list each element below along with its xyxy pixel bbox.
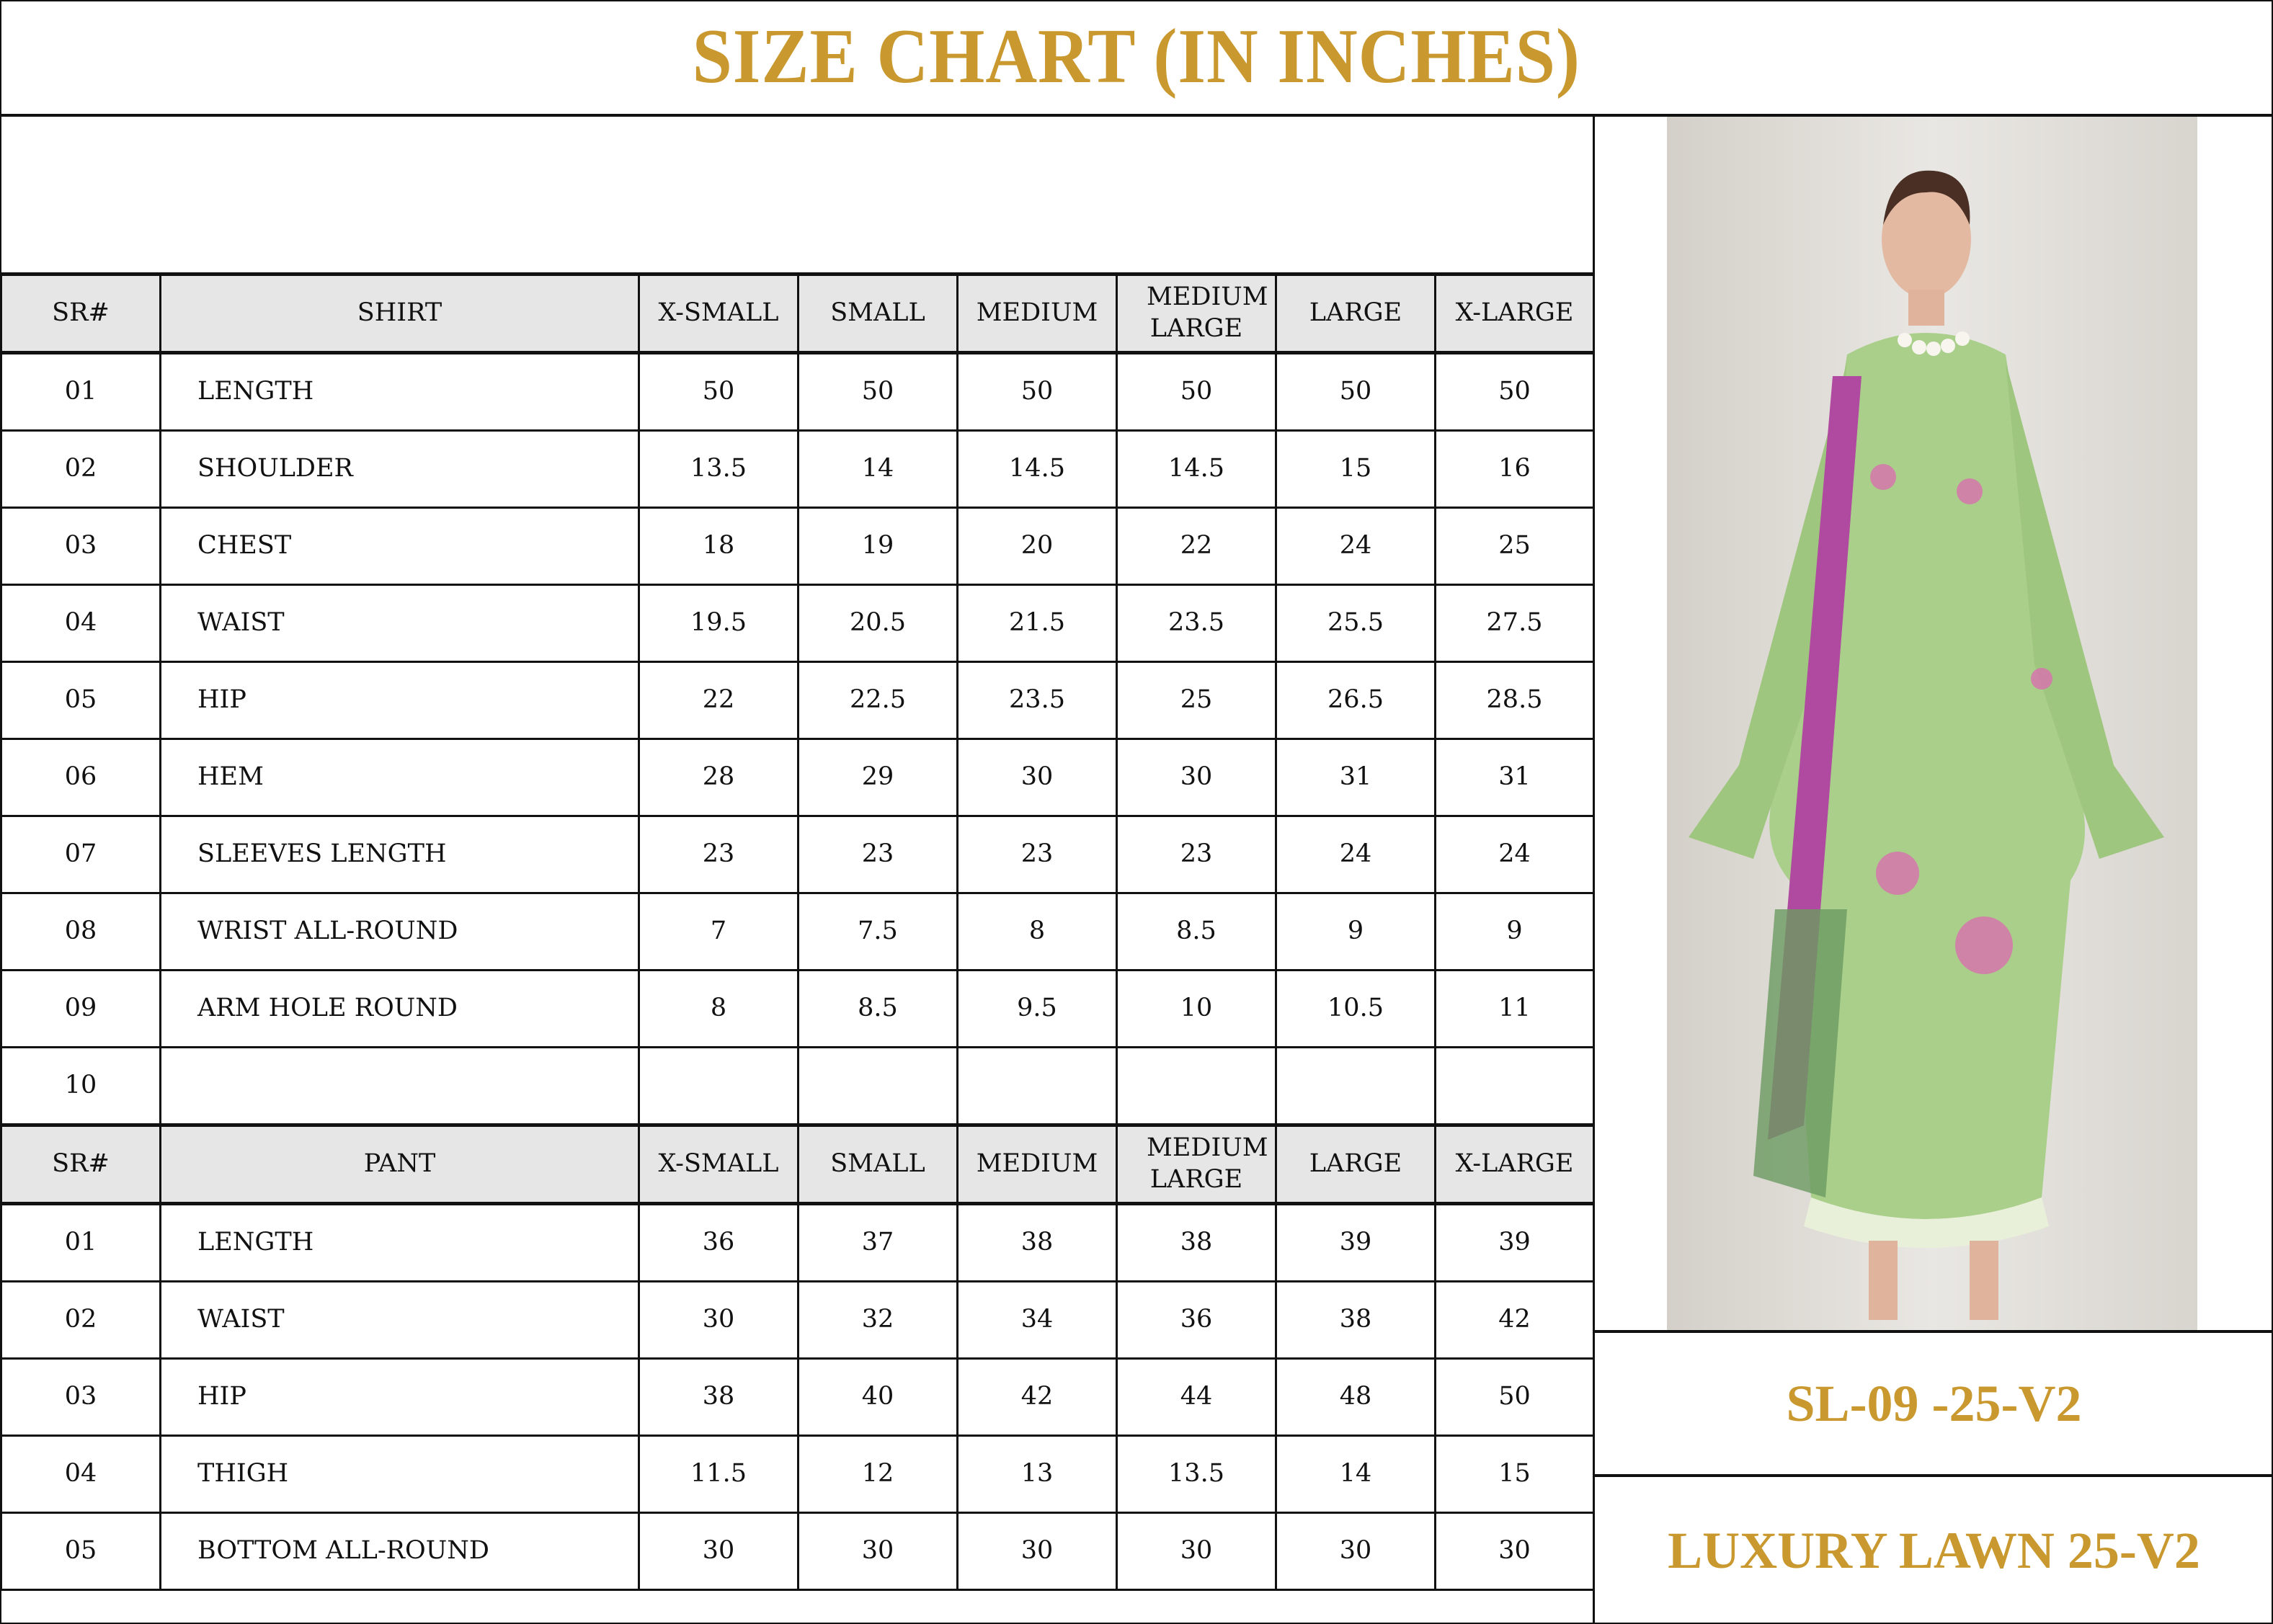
measurement-value: 12 <box>799 1436 958 1513</box>
measurement-value: 14.5 <box>958 431 1117 508</box>
measurement-value: 21.5 <box>958 585 1117 662</box>
measurement-value: 9 <box>1436 893 1594 971</box>
sr-number: 03 <box>1 508 161 585</box>
measurement-value: 30 <box>1117 739 1276 816</box>
size-header: MEDIUM <box>958 1125 1117 1204</box>
measurement-value: 38 <box>1117 1204 1276 1282</box>
sr-number: 10 <box>1 1048 161 1125</box>
measurement-value: 25 <box>1436 508 1594 585</box>
product-code-box <box>1595 1330 2273 1477</box>
model-figure-icon <box>1667 117 2197 1330</box>
shirt-table-row <box>1 662 1594 739</box>
measurement-value: 39 <box>1436 1204 1594 1282</box>
measurement-name: THIGH <box>161 1436 639 1513</box>
measurement-value: 29 <box>799 739 958 816</box>
pant-table-row <box>1 1359 1594 1436</box>
measurement-name: SLEEVES LENGTH <box>161 816 639 893</box>
size-header: X-SMALL <box>639 275 799 353</box>
measurement-value: 14 <box>799 431 958 508</box>
sr-number: 06 <box>1 739 161 816</box>
measurement-name: HEM <box>161 739 639 816</box>
measurement-value: 25 <box>1117 662 1276 739</box>
measurement-value: 30 <box>639 1282 799 1359</box>
shirt-section-header: SHIRT <box>161 275 639 353</box>
pant-section-header: PANT <box>161 1125 639 1204</box>
measurement-value: 9.5 <box>958 971 1117 1048</box>
measurement-value <box>1276 1048 1436 1125</box>
measurement-value: 23 <box>799 816 958 893</box>
measurement-name: WAIST <box>161 585 639 662</box>
measurement-value: 13.5 <box>1117 1436 1276 1513</box>
pant-table-row <box>1 1436 1594 1513</box>
measurement-value: 50 <box>1436 1359 1594 1436</box>
measurement-name: BOTTOM ALL-ROUND <box>161 1513 639 1590</box>
measurement-value: 32 <box>799 1282 958 1359</box>
page-title: SIZE CHART (IN INCHES) <box>692 14 1581 99</box>
measurement-value: 28 <box>639 739 799 816</box>
measurement-value: 30 <box>1436 1513 1594 1590</box>
measurement-value: 8.5 <box>799 971 958 1048</box>
sr-number: 01 <box>1 353 161 431</box>
measurement-value: 50 <box>1436 353 1594 431</box>
measurement-value: 23.5 <box>1117 585 1276 662</box>
shirt-table-row <box>1 431 1594 508</box>
size-header: X-LARGE <box>1436 275 1594 353</box>
size-header: MEDIUM <box>958 275 1117 353</box>
measurement-value: 20.5 <box>799 585 958 662</box>
measurement-value: 10.5 <box>1276 971 1436 1048</box>
measurement-value: 22.5 <box>799 662 958 739</box>
pant-header-row <box>1 1125 1594 1204</box>
page-title-bar <box>0 0 2273 117</box>
size-header: MEDIUM LARGE <box>1117 275 1276 353</box>
measurement-value: 23 <box>1117 816 1276 893</box>
measurement-value: 18 <box>639 508 799 585</box>
measurement-value: 24 <box>1276 816 1436 893</box>
measurement-value: 11.5 <box>639 1436 799 1513</box>
measurement-value: 30 <box>1117 1513 1276 1590</box>
measurement-value: 8 <box>639 971 799 1048</box>
measurement-name: CHEST <box>161 508 639 585</box>
sr-number: 02 <box>1 431 161 508</box>
measurement-value <box>639 1048 799 1125</box>
sr-header: SR# <box>1 275 161 353</box>
size-header: LARGE <box>1276 1125 1436 1204</box>
measurement-value: 19.5 <box>639 585 799 662</box>
sr-number: 07 <box>1 816 161 893</box>
measurement-value <box>1436 1048 1594 1125</box>
shirt-table-row <box>1 1048 1594 1125</box>
measurement-name: HIP <box>161 1359 639 1436</box>
sr-number: 01 <box>1 1204 161 1282</box>
measurement-value: 23 <box>639 816 799 893</box>
measurement-value: 42 <box>958 1359 1117 1436</box>
shirt-table-row <box>1 739 1594 816</box>
measurement-value: 13 <box>958 1436 1117 1513</box>
measurement-value <box>958 1048 1117 1125</box>
measurement-name: SHOULDER <box>161 431 639 508</box>
measurement-value: 40 <box>799 1359 958 1436</box>
size-chart-table <box>0 272 1595 1591</box>
measurement-value: 8 <box>958 893 1117 971</box>
measurement-value: 10 <box>1117 971 1276 1048</box>
measurement-value: 36 <box>1117 1282 1276 1359</box>
measurement-value: 38 <box>958 1204 1117 1282</box>
measurement-value: 19 <box>799 508 958 585</box>
measurement-value: 9 <box>1276 893 1436 971</box>
measurement-name <box>161 1048 639 1125</box>
size-header: LARGE <box>1276 275 1436 353</box>
shirt-table-row <box>1 585 1594 662</box>
model-photo <box>1667 117 2197 1330</box>
measurement-value: 50 <box>1276 353 1436 431</box>
measurement-value: 23.5 <box>958 662 1117 739</box>
shirt-table-row <box>1 816 1594 893</box>
measurement-value: 11 <box>1436 971 1594 1048</box>
sr-number: 05 <box>1 1513 161 1590</box>
collection-name: LUXURY LAWN 25-V2 <box>1668 1521 2200 1579</box>
measurement-value: 25.5 <box>1276 585 1436 662</box>
measurement-value: 15 <box>1276 431 1436 508</box>
pant-table-row <box>1 1282 1594 1359</box>
measurement-value: 14.5 <box>1117 431 1276 508</box>
measurement-name: ARM HOLE ROUND <box>161 971 639 1048</box>
measurement-value: 50 <box>799 353 958 431</box>
sr-number: 03 <box>1 1359 161 1436</box>
measurement-name: LENGTH <box>161 353 639 431</box>
measurement-value: 8.5 <box>1117 893 1276 971</box>
measurement-value: 50 <box>958 353 1117 431</box>
size-header: SMALL <box>799 275 958 353</box>
measurement-value: 50 <box>1117 353 1276 431</box>
measurement-value <box>799 1048 958 1125</box>
measurement-value: 31 <box>1436 739 1594 816</box>
measurement-value: 30 <box>958 1513 1117 1590</box>
measurement-value: 24 <box>1436 816 1594 893</box>
shirt-header-row <box>1 275 1594 353</box>
size-header: SMALL <box>799 1125 958 1204</box>
measurement-value: 38 <box>1276 1282 1436 1359</box>
shirt-table-row <box>1 353 1594 431</box>
measurement-value: 26.5 <box>1276 662 1436 739</box>
measurement-value: 36 <box>639 1204 799 1282</box>
measurement-value: 7 <box>639 893 799 971</box>
size-header: X-SMALL <box>639 1125 799 1204</box>
measurement-value: 22 <box>1117 508 1276 585</box>
shirt-table-row <box>1 893 1594 971</box>
product-code: SL-09 -25-V2 <box>1786 1374 2082 1432</box>
measurement-value: 20 <box>958 508 1117 585</box>
sr-header: SR# <box>1 1125 161 1204</box>
measurement-value: 34 <box>958 1282 1117 1359</box>
measurement-value: 27.5 <box>1436 585 1594 662</box>
size-header: X-LARGE <box>1436 1125 1594 1204</box>
measurement-value: 30 <box>639 1513 799 1590</box>
sr-number: 09 <box>1 971 161 1048</box>
measurement-value: 37 <box>799 1204 958 1282</box>
measurement-value: 28.5 <box>1436 662 1594 739</box>
sr-number: 04 <box>1 585 161 662</box>
blank-area <box>0 117 1593 272</box>
measurement-name: LENGTH <box>161 1204 639 1282</box>
measurement-value: 14 <box>1276 1436 1436 1513</box>
measurement-value: 16 <box>1436 431 1594 508</box>
sr-number: 02 <box>1 1282 161 1359</box>
measurement-value: 23 <box>958 816 1117 893</box>
measurement-value: 44 <box>1117 1359 1276 1436</box>
measurement-value: 30 <box>1276 1513 1436 1590</box>
measurement-value: 39 <box>1276 1204 1436 1282</box>
measurement-value: 24 <box>1276 508 1436 585</box>
measurement-value: 31 <box>1276 739 1436 816</box>
sr-number: 04 <box>1 1436 161 1513</box>
measurement-value <box>1117 1048 1276 1125</box>
measurement-name: WRIST ALL-ROUND <box>161 893 639 971</box>
measurement-value: 30 <box>799 1513 958 1590</box>
collection-box <box>1595 1477 2273 1624</box>
sr-number: 05 <box>1 662 161 739</box>
pant-table-row <box>1 1204 1594 1282</box>
measurement-value: 48 <box>1276 1359 1436 1436</box>
pant-table-row <box>1 1513 1594 1590</box>
shirt-table-row <box>1 508 1594 585</box>
measurement-value: 15 <box>1436 1436 1594 1513</box>
measurement-value: 30 <box>958 739 1117 816</box>
size-header: MEDIUM LARGE <box>1117 1125 1276 1204</box>
measurement-value: 7.5 <box>799 893 958 971</box>
shirt-table-row <box>1 971 1594 1048</box>
measurement-value: 13.5 <box>639 431 799 508</box>
product-panel <box>1593 117 2273 1624</box>
measurement-name: WAIST <box>161 1282 639 1359</box>
measurement-value: 42 <box>1436 1282 1594 1359</box>
measurement-name: HIP <box>161 662 639 739</box>
sr-number: 08 <box>1 893 161 971</box>
measurement-value: 22 <box>639 662 799 739</box>
measurement-value: 50 <box>639 353 799 431</box>
measurement-value: 38 <box>639 1359 799 1436</box>
